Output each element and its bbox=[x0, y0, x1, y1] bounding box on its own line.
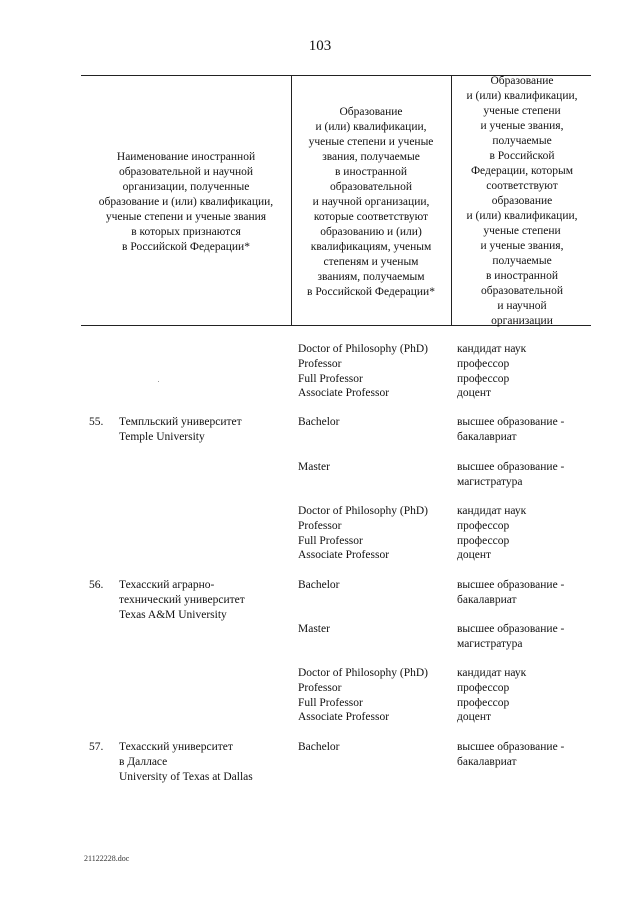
scan-dot bbox=[158, 381, 159, 382]
foreign-degree: Master bbox=[298, 623, 330, 635]
document-footer: 21122228.doc bbox=[84, 854, 130, 863]
foreign-degree: Master bbox=[298, 461, 330, 473]
russian-equivalent: высшее образование - магистратура bbox=[457, 623, 565, 650]
russian-equivalent: высшее образование - бакалавриат bbox=[457, 416, 565, 443]
header-col-organization: Наименование иностранной образовательной и научной организации, полученные образование и (или) квалификации, ученые степени и ученые звания в которых признаются в Российской Федерации* bbox=[98, 151, 274, 253]
organization-name: Техасский аграрно- технический университет Texas A&M University bbox=[119, 579, 245, 621]
header-col-foreign-degree: Образование и (или) квалификации, ученые степени и ученые звания, получаемые в иностранной образовательной и научной организации, которые соответствуют образованию и (или) квалификациям, ученым степеням и ученым званиям, получаемым в Российской Федерации* bbox=[307, 106, 435, 298]
foreign-degree: Doctor of Philosophy (PhD) Professor Full Professor Associate Professor bbox=[298, 667, 429, 724]
header-divider-1 bbox=[291, 75, 292, 326]
row-number: 55. bbox=[89, 416, 104, 428]
continuation-foreign-degrees: Doctor of Philosophy (PhD) Professor Full Professor Associate Professor bbox=[298, 343, 429, 400]
header-divider-2 bbox=[451, 75, 452, 326]
russian-equivalent: кандидат наук профессор профессор доцент bbox=[457, 667, 527, 724]
foreign-degree: Doctor of Philosophy (PhD) Professor Full Professor Associate Professor bbox=[298, 505, 429, 562]
row-number: 56. bbox=[89, 579, 104, 591]
header-col-russian-equivalent: Образование и (или) квалификации, ученые степени и ученые звания, получаемые в Российской Федерации, которым соответствуют образование и (или) квалификации, ученые степени и ученые звания, получаемые в иностранной образовательной и научной организации bbox=[466, 75, 578, 327]
russian-equivalent: высшее образование - магистратура bbox=[457, 461, 565, 488]
foreign-degree: Bachelor bbox=[298, 741, 340, 753]
organization-name: Техасский университет в Далласе University of Texas at Dallas bbox=[119, 741, 253, 783]
russian-equivalent: высшее образование - бакалавриат bbox=[457, 741, 565, 768]
continuation-russian-degrees: кандидат наук профессор профессор доцент bbox=[457, 343, 527, 400]
russian-equivalent: высшее образование - бакалавриат bbox=[457, 579, 565, 606]
russian-equivalent: кандидат наук профессор профессор доцент bbox=[457, 505, 527, 562]
page-number: 103 bbox=[308, 38, 332, 54]
row-number: 57. bbox=[89, 741, 104, 753]
foreign-degree: Bachelor bbox=[298, 416, 340, 428]
organization-name: Темпльский университет Temple University bbox=[119, 416, 242, 443]
foreign-degree: Bachelor bbox=[298, 579, 340, 591]
